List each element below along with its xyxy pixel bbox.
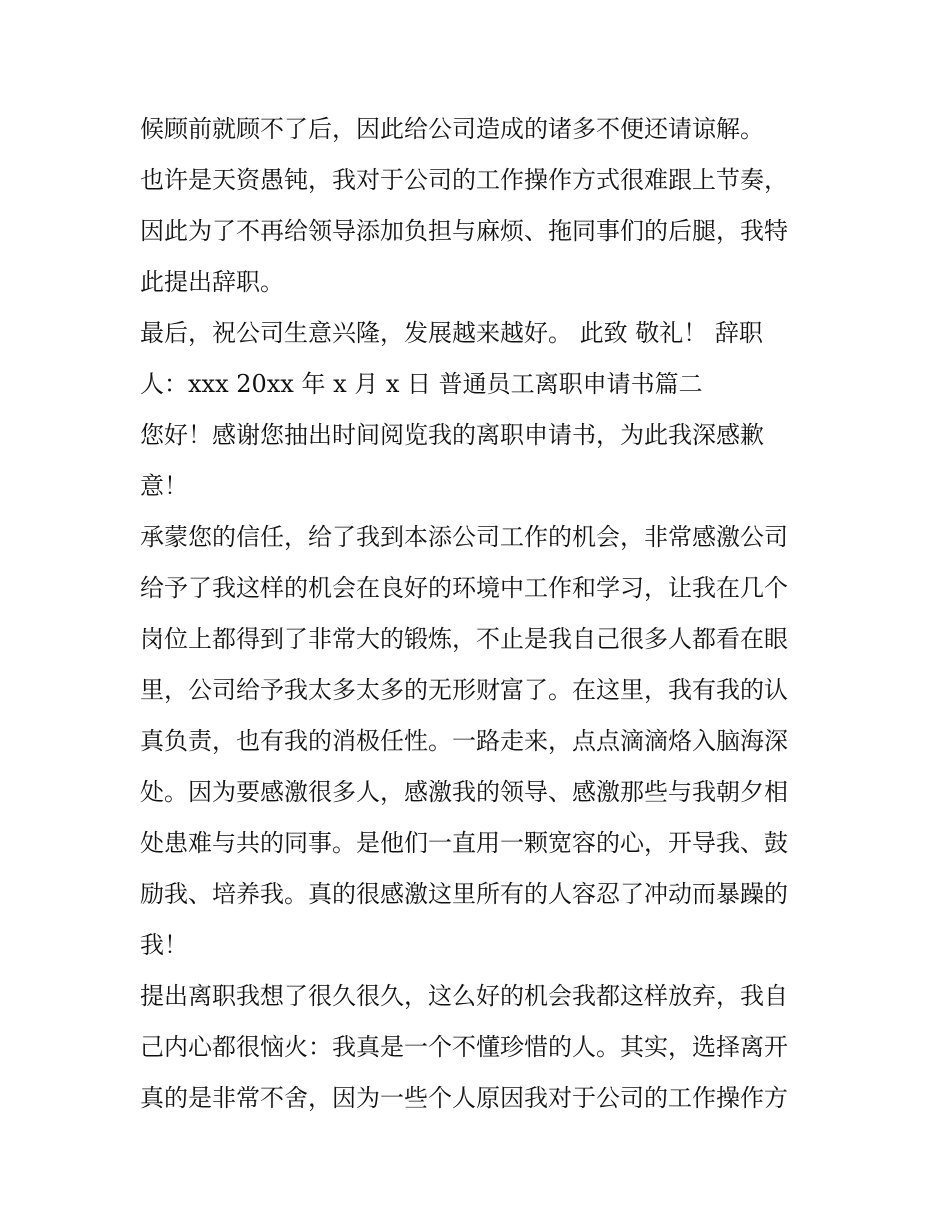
text-line: 意！ (140, 472, 188, 500)
text-line: 处患难与共的同事。是他们一直用一颗宽容的心，开导我、鼓 (140, 829, 788, 857)
text-line: 真的是非常不舍，因为一些个人原因我对于公司的工作操作方 (140, 1084, 788, 1112)
text-line: 此提出辞职。 (140, 268, 284, 296)
text-line: 提出离职我想了很久很久，这么好的机会我都这样放弃，我自 (140, 982, 788, 1010)
text-line: 因此为了不再给领导添加负担与麻烦、拖同事们的后腿，我特 (140, 217, 788, 245)
text-line: 人：xxx 20xx 年 x 月 x 日 普通员工离职申请书篇二 (140, 370, 703, 398)
text-line: 也许是天资愚钝，我对于公司的工作操作方式很难跟上节奏， (140, 166, 788, 194)
text-line: 岗位上都得到了非常大的锻炼，不止是我自己很多人都看在眼 (140, 625, 788, 653)
text-line: 处。因为要感激很多人，感激我的领导、感激那些与我朝夕相 (140, 778, 788, 806)
text-line: 励我、培养我。真的很感激这里所有的人容忍了冲动而暴躁的 (140, 880, 788, 908)
text-line: 我！ (140, 931, 188, 959)
text-line: 候顾前就顾不了后，因此给公司造成的诸多不便还请谅解。 (140, 115, 764, 143)
text-line: 里，公司给予我太多太多的无形财富了。在这里，我有我的认 (140, 676, 788, 704)
text-line: 最后，祝公司生意兴隆，发展越来越好。 此致 敬礼！ 辞职 (140, 319, 763, 347)
text-line: 己内心都很恼火：我真是一个不懂珍惜的人。其实，选择离开 (140, 1033, 788, 1061)
text-line: 真负责，也有我的消极任性。一路走来，点点滴滴烙入脑海深 (140, 727, 788, 755)
text-line: 您好！感谢您抽出时间阅览我的离职申请书，为此我深感歉 (140, 421, 764, 449)
text-line: 承蒙您的信任，给了我到本添公司工作的机会，非常感激公司 (140, 523, 788, 551)
text-line: 给予了我这样的机会在良好的环境中工作和学习，让我在几个 (140, 574, 788, 602)
